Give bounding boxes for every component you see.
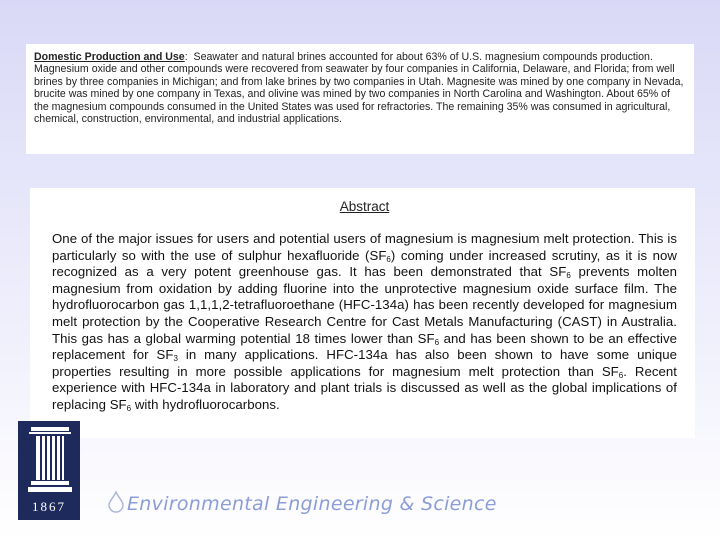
abstract-part: with hydrofluorocarbons.: [131, 396, 280, 412]
water-drop-icon: [108, 491, 124, 518]
university-logo: [18, 421, 80, 520]
abstract-body: [52, 231, 677, 414]
sf3-formula: $SF_3$: [156, 347, 178, 364]
production-colon: :: [184, 51, 188, 63]
abstract-part: . Recent experience with HFC-134a in laboratory and plant trials is discussed as well as the global implications of replacing: [52, 363, 678, 412]
abstract-part: One of the major issues for users and potential users of magnesium is magnesium melt protection. This is particularly so with the use of sulphur hexafluoride (: [52, 231, 677, 263]
sf6-formula: $SF_6$: [109, 396, 132, 413]
abstract-title: Abstract: [339, 199, 390, 214]
production-text-box: [26, 44, 694, 154]
sf6-formula: $SF_6$: [601, 363, 624, 380]
logo-year: 1867: [32, 499, 66, 514]
footer-title: Environmental Engineering & Science: [127, 493, 497, 515]
abstract-part: and has been shown to be an effective replacement for: [52, 330, 677, 363]
abstract-part: ) coming under increased scrutiny, as it is now recognized as a very potent greenhouse gas. It has been demonstrated that: [52, 247, 677, 280]
production-body: Seawater and natural brines accounted for about 63% of U.S. magnesium compounds production. Magnesium oxide and other compounds were recovered from seawater by four companies in California, Delaware, and Florida; from well brines by three companies in Michigan; and from lake brines by two companies in Utah. Magnesite was mined by one company in Nevada, brucite was mined by one company in Texas, and olivine was mined by two companies in North Carolina and Washington. About 65% of the magnesium compounds consumed in the United States was used for refractories. The remaining 35% was consumed in agricultural, chemical, construction, environmental, and industrial applications.: [34, 51, 684, 126]
footer: [108, 489, 497, 519]
abstract-part: prevents molten magnesium from oxidation by adding fluorine into the unprotective magnesium oxide surface film. The hydrofluorocarbon gas 1,1,1,2-tetrafluoroethane (HFC-134a) has been recently developed for magnesium melt protection by the Cooperative Research Centre for Cast Metals Manufacturing (CAST) in Australia. This gas has a global warming potential 18 times lower than: [52, 264, 678, 346]
abstract-box: [30, 188, 695, 438]
column-icon: [18, 421, 80, 501]
sf6-formula: $SF_6$: [417, 330, 440, 347]
abstract-part: in many applications. HFC-134a has also been shown to have some unique properties resulting in more possible applications for magnesium melt protection than: [52, 347, 677, 379]
sf6-formula: $SF_6$: [549, 264, 571, 281]
sf6-formula: $SF_6$: [369, 247, 391, 264]
production-heading: Domestic Production and Use: [34, 51, 185, 63]
